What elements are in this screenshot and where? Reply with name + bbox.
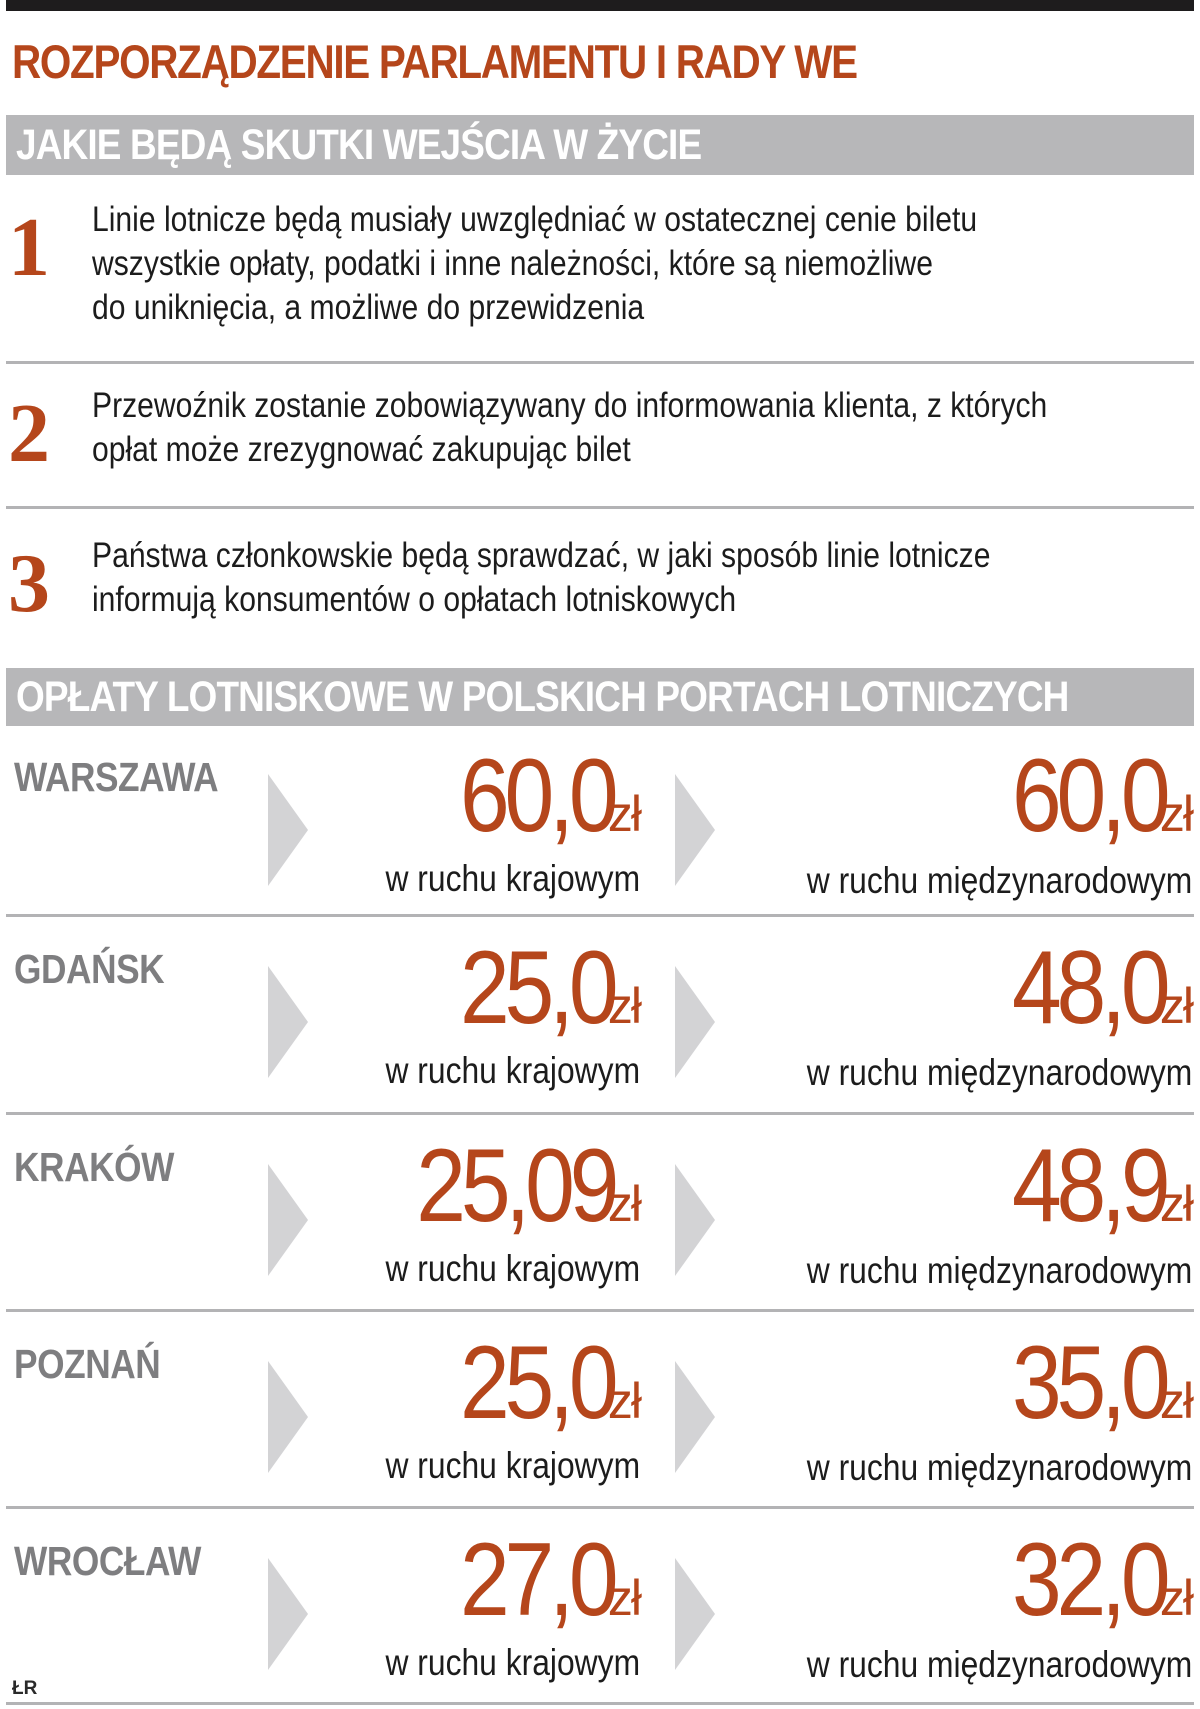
international-label: w ruchu międzynarodowym bbox=[806, 1250, 1192, 1291]
city-name: WROCŁAW bbox=[14, 1538, 201, 1584]
city-name: POZNAŃ bbox=[14, 1341, 161, 1387]
domestic-fee bbox=[384, 1128, 640, 1244]
international-amount: 32,0 bbox=[1012, 1522, 1166, 1638]
currency: zł bbox=[607, 978, 640, 1034]
chevron-right-icon bbox=[675, 1361, 715, 1473]
effect-text bbox=[92, 198, 977, 330]
divider bbox=[6, 1112, 1194, 1115]
chevron-right-icon bbox=[268, 1558, 308, 1670]
international-fee bbox=[987, 930, 1192, 1046]
international-label: w ruchu międzynarodowym bbox=[806, 860, 1192, 901]
domestic-label: w ruchu krajowym bbox=[385, 858, 640, 899]
international-amount: 60,0 bbox=[1012, 738, 1166, 854]
currency: zł bbox=[1159, 786, 1192, 842]
airport-row-gdansk bbox=[0, 918, 1200, 1116]
divider bbox=[6, 1309, 1194, 1312]
divider bbox=[6, 361, 1194, 364]
currency: zł bbox=[1159, 1570, 1192, 1626]
airport-row-krakow bbox=[0, 1116, 1200, 1314]
fees-section-title: OPŁATY LOTNISKOWE W POLSKICH PORTACH LOTNICZYCH bbox=[16, 673, 1069, 721]
domestic-label: w ruchu krajowym bbox=[385, 1445, 640, 1486]
effect-number: 3 bbox=[8, 537, 50, 630]
effect-line: opłat może zrezygnować zakupując bilet bbox=[92, 430, 631, 469]
domestic-amount: 27,0 bbox=[460, 1522, 614, 1638]
domestic-amount: 60,0 bbox=[460, 738, 614, 854]
effect-line: do uniknięcia, a możliwe do przewidzenia bbox=[92, 288, 645, 327]
effect-number: 2 bbox=[8, 387, 50, 480]
effect-line: wszystkie opłaty, podatki i inne należności, które są niemożliwe bbox=[92, 244, 933, 283]
currency: zł bbox=[607, 786, 640, 842]
international-fee bbox=[987, 738, 1192, 854]
author-credit: ŁR bbox=[12, 1678, 38, 1699]
international-fee bbox=[987, 1522, 1192, 1638]
international-fee bbox=[987, 1128, 1192, 1244]
city-name: KRAKÓW bbox=[14, 1144, 174, 1190]
divider bbox=[6, 914, 1194, 917]
chevron-right-icon bbox=[675, 1164, 715, 1276]
domestic-fee bbox=[435, 738, 640, 854]
currency: zł bbox=[1159, 978, 1192, 1034]
effect-number: 1 bbox=[8, 201, 50, 294]
chevron-right-icon bbox=[675, 966, 715, 1078]
airport-row-wroclaw bbox=[0, 1510, 1200, 1708]
effect-line: Linie lotnicze będą musiały uwzględniać w ostatecznej cenie biletu bbox=[92, 200, 978, 239]
currency: zł bbox=[1159, 1373, 1192, 1429]
effects-section-title: JAKIE BĘDĄ SKUTKI WEJŚCIA W ŻYCIE bbox=[16, 121, 702, 169]
divider bbox=[6, 506, 1194, 509]
currency: zł bbox=[607, 1570, 640, 1626]
effect-line: informują konsumentów o opłatach lotniskowych bbox=[92, 580, 737, 619]
domestic-label: w ruchu krajowym bbox=[385, 1642, 640, 1683]
effect-line: Przewoźnik zostanie zobowiązywany do informowania klienta, z których bbox=[92, 386, 1048, 425]
domestic-fee bbox=[435, 930, 640, 1046]
international-label: w ruchu międzynarodowym bbox=[806, 1052, 1192, 1093]
domestic-label: w ruchu krajowym bbox=[385, 1248, 640, 1289]
effects-section-header bbox=[6, 115, 1194, 175]
divider bbox=[6, 1506, 1194, 1509]
currency: zł bbox=[607, 1373, 640, 1429]
airport-row-poznan bbox=[0, 1313, 1200, 1511]
effect-text bbox=[92, 384, 1047, 472]
chevron-right-icon bbox=[675, 774, 715, 886]
chevron-right-icon bbox=[675, 1558, 715, 1670]
domestic-fee bbox=[435, 1522, 640, 1638]
currency: zł bbox=[1159, 1176, 1192, 1232]
chevron-right-icon bbox=[268, 966, 308, 1078]
domestic-amount: 25,0 bbox=[460, 930, 614, 1046]
page-title: ROZPORZĄDZENIE PARLAMENTU I RADY WE bbox=[12, 35, 857, 88]
top-bar bbox=[6, 0, 1194, 11]
effect-text bbox=[92, 534, 990, 622]
international-amount: 48,9 bbox=[1012, 1128, 1166, 1244]
international-amount: 35,0 bbox=[1012, 1325, 1166, 1441]
domestic-amount: 25,09 bbox=[415, 1128, 614, 1244]
currency: zł bbox=[607, 1176, 640, 1232]
chevron-right-icon bbox=[268, 1164, 308, 1276]
domestic-label: w ruchu krajowym bbox=[385, 1050, 640, 1091]
international-amount: 48,0 bbox=[1012, 930, 1166, 1046]
international-label: w ruchu międzynarodowym bbox=[806, 1644, 1192, 1685]
chevron-right-icon bbox=[268, 1361, 308, 1473]
bottom-rule bbox=[6, 1702, 1194, 1705]
airport-row-warszawa bbox=[0, 726, 1200, 924]
international-label: w ruchu międzynarodowym bbox=[806, 1447, 1192, 1488]
domestic-fee bbox=[435, 1325, 640, 1441]
city-name: GDAŃSK bbox=[14, 946, 165, 992]
effect-line: Państwa członkowskie będą sprawdzać, w jaki sposób linie lotnicze bbox=[92, 536, 991, 575]
city-name: WARSZAWA bbox=[14, 754, 219, 800]
international-fee bbox=[987, 1325, 1192, 1441]
fees-section-header bbox=[6, 668, 1194, 726]
domestic-amount: 25,0 bbox=[460, 1325, 614, 1441]
chevron-right-icon bbox=[268, 774, 308, 886]
